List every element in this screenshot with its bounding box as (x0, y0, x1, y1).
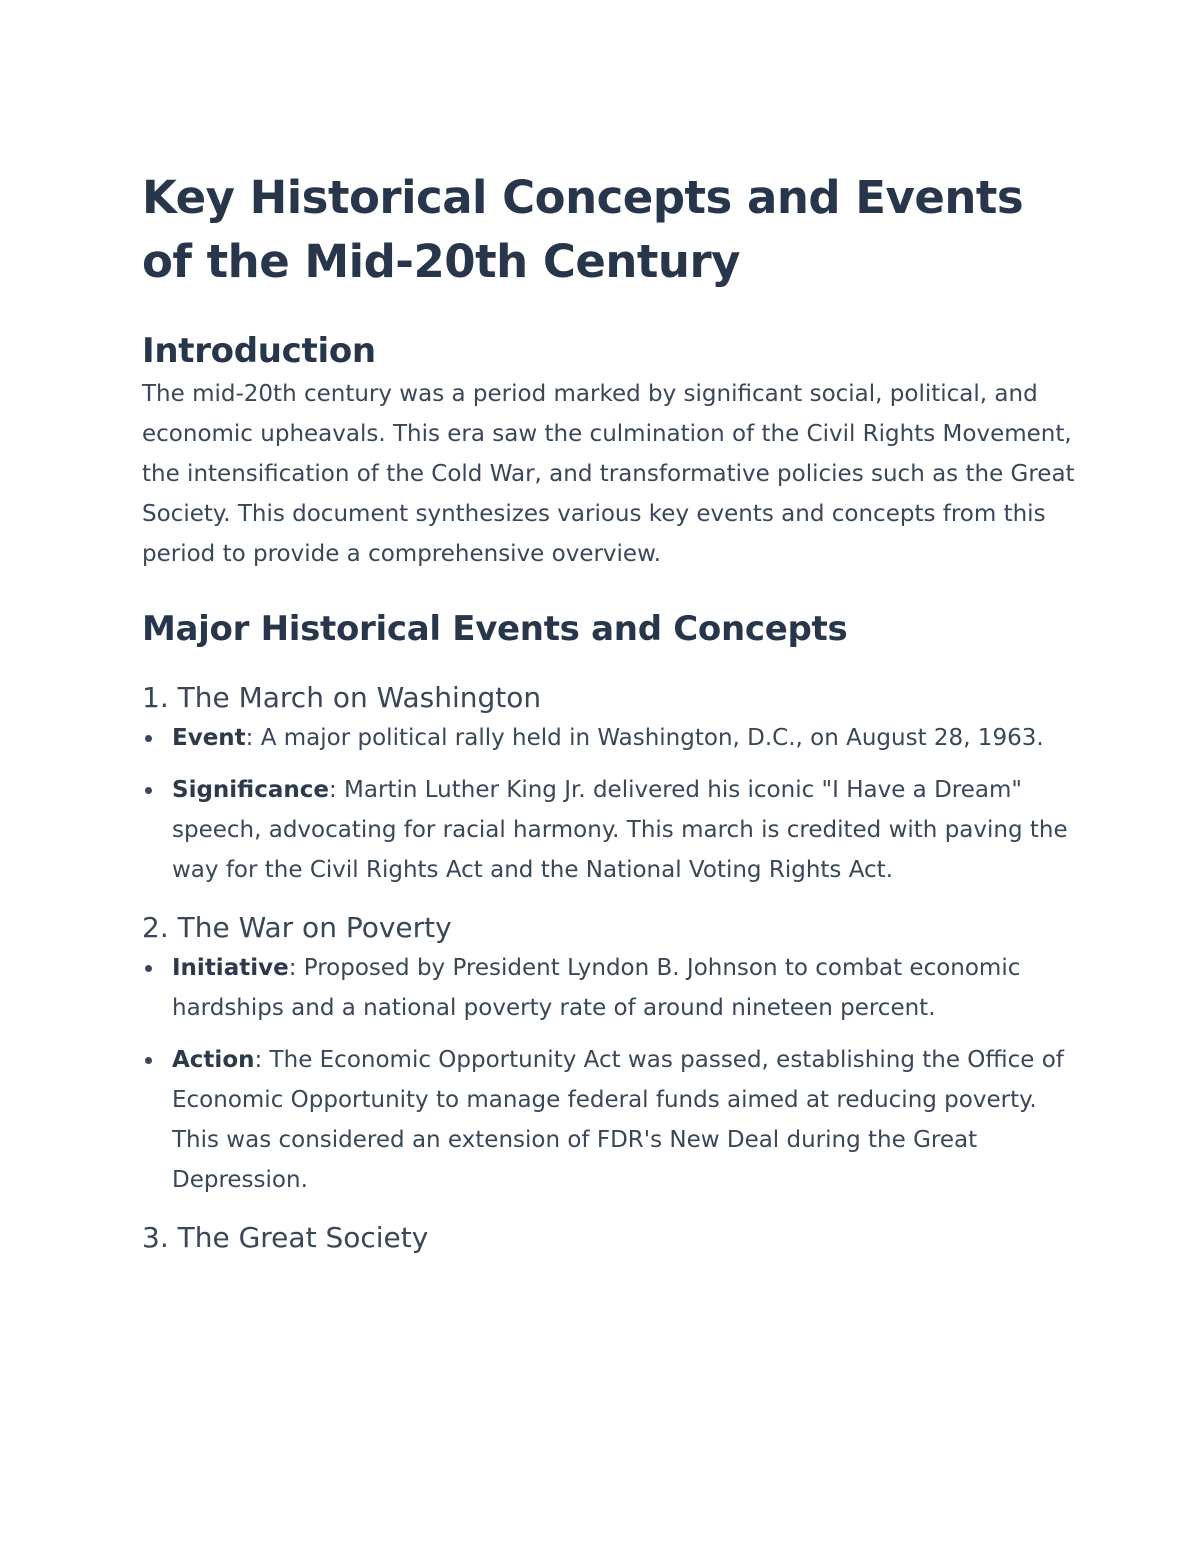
bullet-icon (145, 735, 152, 742)
list-item-text: Martin Luther King Jr. delivered his iconic "I Have a Dream" speech, advocating for racial harmony. This march is credited with paving the way for the Civil Rights Act and the National Voting Rights Act. (172, 777, 1068, 883)
list-item (142, 718, 1082, 758)
list-item-separator: : (254, 1047, 263, 1073)
section-heading-war-on-poverty: 2. The War on Poverty (142, 911, 452, 944)
major-events-heading: Major Historical Events and Concepts (142, 609, 848, 649)
list-item-term: Event (172, 725, 246, 751)
bullet-icon (145, 1057, 152, 1064)
list-item-text: The Economic Opportunity Act was passed, establishing the Office of Economic Opportunity to manage federal funds aimed at reducing poverty. This was considered an extension of FDR's New Deal during the Great Depression. (172, 1047, 1064, 1193)
document-title: Key Historical Concepts and Events of the Mid-20th Century (142, 171, 1024, 288)
list-item-text: Proposed by President Lyndon B. Johnson to combat economic hardships and a national poverty rate of around nineteen percent. (172, 955, 1021, 1021)
section-list-war-on-poverty (142, 948, 1082, 1200)
section-heading-great-society: 3. The Great Society (142, 1221, 429, 1254)
list-item-term: Significance (172, 777, 329, 803)
section-heading-march-on-washington: 1. The March on Washington (142, 681, 542, 714)
list-item-term: Initiative (172, 955, 289, 981)
introduction-heading: Introduction (142, 331, 376, 371)
bullet-icon (145, 965, 152, 972)
list-item-term: Action (172, 1047, 255, 1073)
list-item (142, 948, 1082, 1028)
section-list-march-on-washington (142, 718, 1082, 890)
list-item-text: A major political rally held in Washington, D.C., on August 28, 1963. (253, 725, 1044, 751)
list-item-separator: : (288, 955, 297, 981)
introduction-paragraph: The mid-20th century was a period marked by significant social, political, and economic upheavals. This era saw the culmination of the Civil Rights Movement, the intensification of the Cold War, and transformative policies such as the Great Society. This document synthesizes various key events and concepts from this period to provide a comprehensive overview. (142, 381, 1075, 567)
list-item-separator: : (328, 777, 337, 803)
document-content (142, 166, 1082, 1258)
list-item (142, 1040, 1082, 1200)
list-item-separator: : (245, 725, 254, 751)
list-item (142, 770, 1082, 890)
bullet-icon (145, 787, 152, 794)
